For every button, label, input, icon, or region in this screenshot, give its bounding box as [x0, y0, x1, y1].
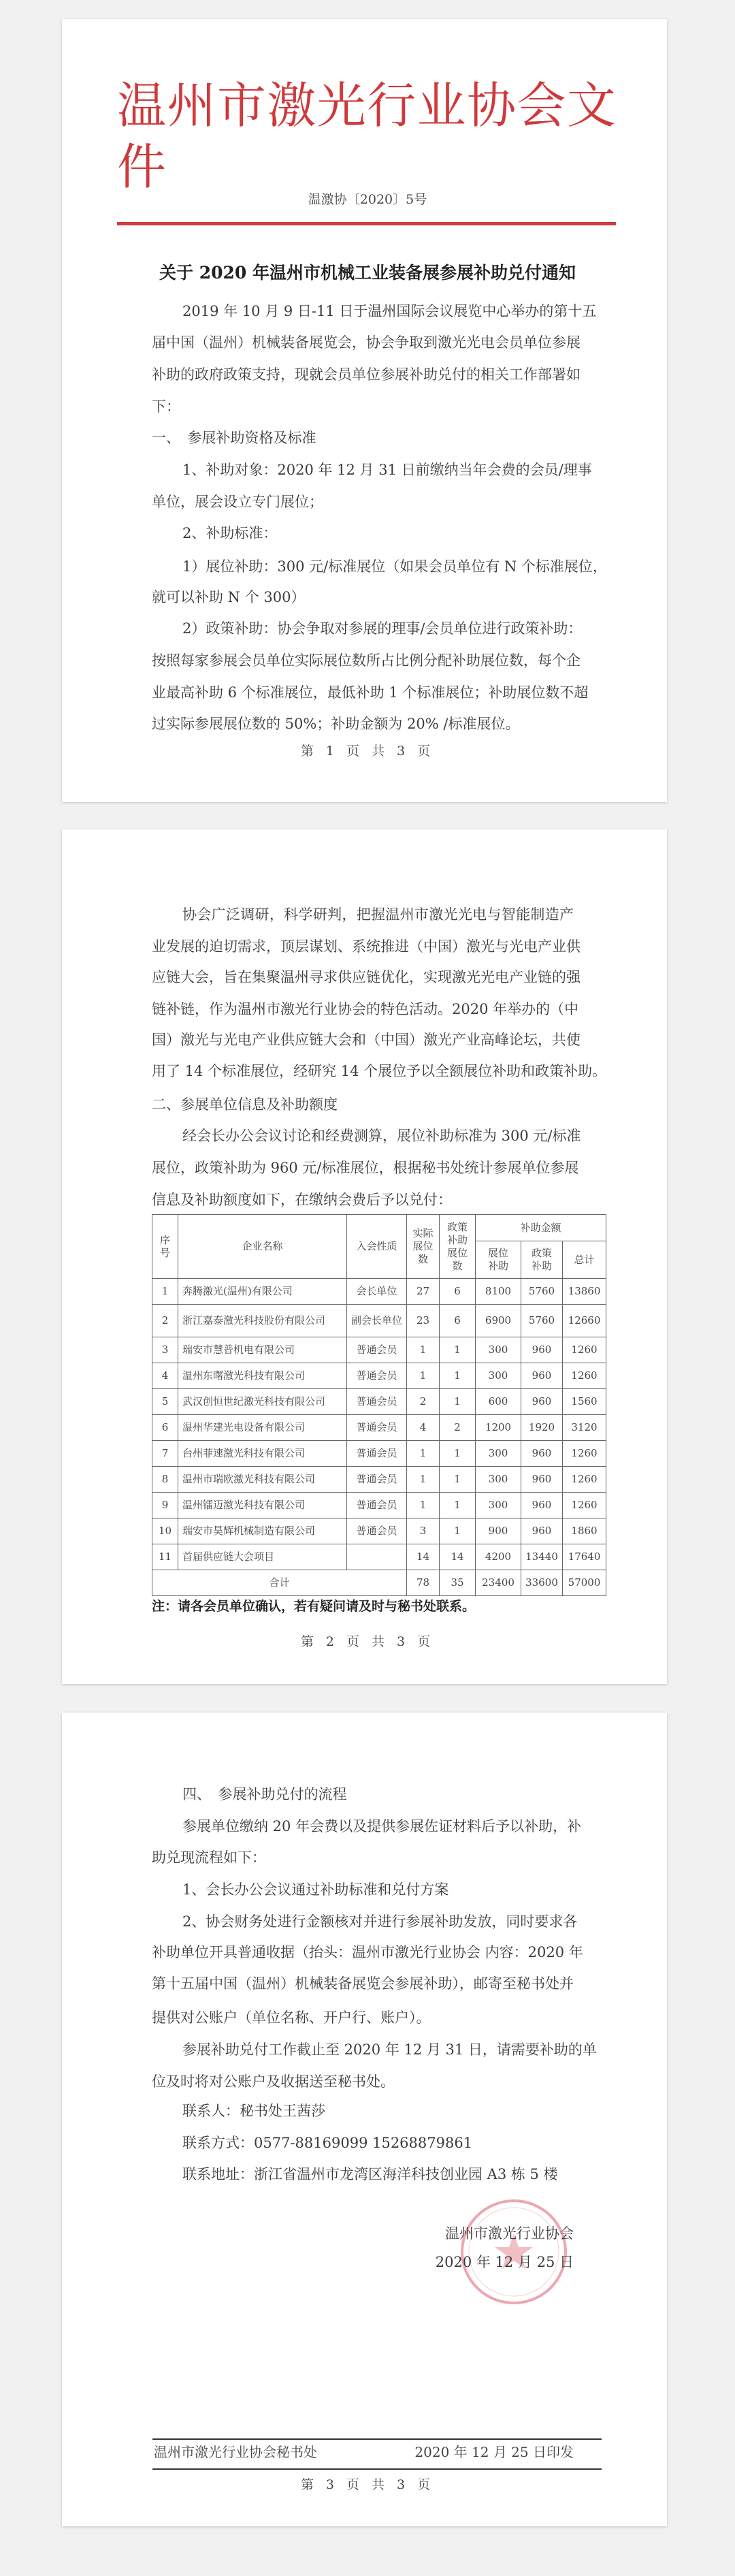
subsidy-table [152, 1214, 606, 1596]
table-note: 注：请各会员单位确认，若有疑问请及时与秘书处联系。 [152, 1599, 476, 1614]
membership-type: 普通会员 [347, 1415, 407, 1441]
body-line: 2019 年 10 月 9 日-11 日于温州国际会议展览中心举办的第十五 [182, 303, 597, 319]
membership-type: 普通会员 [347, 1493, 407, 1518]
row-total: 1260 [563, 1337, 606, 1363]
booth-subsidy: 8100 [476, 1279, 521, 1305]
body-line: 参展补助兑付工作截止至 2020 年 12 月 31 日，请需要补助的单 [182, 2041, 597, 2058]
header-total: 总计 [563, 1241, 606, 1279]
header-policy-subsidy: 政策补助 [521, 1241, 563, 1279]
company-name: 瑞安市慧普机电有限公司 [178, 1337, 347, 1363]
table-row [152, 1415, 606, 1441]
booth-subsidy: 900 [476, 1518, 521, 1544]
footer-issuer: 温州市激光行业协会秘书处 [154, 2444, 317, 2460]
policy-subsidy: 960 [521, 1467, 563, 1493]
table-row [152, 1441, 606, 1467]
company-name: 温州华建光电设备有限公司 [178, 1415, 347, 1441]
body-line: 展位，政策补助为 960 元/标准展位，根据秘书处统计参展单位参展 [152, 1160, 579, 1176]
row-total: 1560 [563, 1389, 606, 1415]
row-total: 1860 [563, 1518, 606, 1544]
body-line: 国）激光与光电产业供应链大会和（中国）激光产业高峰论坛，共使 [152, 1032, 581, 1048]
row-total: 1260 [563, 1441, 606, 1467]
signature-org: 温州市激光行业协会 [445, 2225, 574, 2242]
body-line: 信息及补助额度如下，在缴纳会费后予以兑付： [152, 1192, 452, 1208]
body-line: 提供对公账户（单位名称、开户行、账户）。 [152, 2009, 431, 2026]
row-total: 1260 [563, 1493, 606, 1518]
body-line: 业发展的迫切需求，顶层谋划、系统推进（中国）激光与光电产业供 [152, 938, 581, 955]
header-actual-booths: 实际展位数 [407, 1215, 440, 1279]
body-line: 就可以补助 N 个 300） [152, 589, 306, 605]
row-total: 17640 [563, 1544, 606, 1570]
header-no: 序号 [152, 1215, 178, 1279]
table-row [152, 1518, 606, 1544]
company-name: 首届供应链大会项目 [178, 1544, 347, 1570]
policy-subsidy: 960 [521, 1518, 563, 1544]
notice-heading: 关于 2020 年温州市机械工业装备展参展补助兑付通知 [159, 263, 576, 283]
row-no: 7 [152, 1441, 178, 1467]
booth-subsidy: 300 [476, 1337, 521, 1363]
row-total: 3120 [563, 1415, 606, 1441]
header-policy-booths: 政策补助展位数 [440, 1215, 476, 1279]
actual-booths: 1 [407, 1441, 440, 1467]
row-no: 3 [152, 1337, 178, 1363]
table-section [0, 1214, 735, 1651]
membership-type: 普通会员 [347, 1467, 407, 1493]
body-line: 1）展位补助：300 元/标准展位（如果会员单位有 N 个标准展位， [182, 558, 607, 575]
row-no: 10 [152, 1518, 178, 1544]
body-line: 协会广泛调研，科学研判，把握温州市激光光电与智能制造产 [182, 906, 574, 923]
table-row [152, 1467, 606, 1493]
booth-subsidy: 300 [476, 1363, 521, 1389]
body-line: 2）政策补助：协会争取对参展的理事/会员单位进行政策补助： [182, 620, 583, 637]
booth-subsidy: 300 [476, 1441, 521, 1467]
membership-type: 普通会员 [347, 1518, 407, 1544]
policy-subsidy: 960 [521, 1441, 563, 1467]
policy-booths: 1 [440, 1441, 476, 1467]
actual-booths: 1 [407, 1467, 440, 1493]
page-number: 第 1 页 共 3 页 [300, 744, 435, 759]
body-line: 过实际参展展位数的 50%；补助金额为 20% /标准展位。 [152, 716, 520, 732]
table-row [152, 1279, 606, 1305]
contact-phone: 联系方式：0577-88169099 15268879861 [182, 2135, 473, 2151]
membership-type: 普通会员 [347, 1389, 407, 1415]
body-line: 参展单位缴纳 20 年会费以及提供参展佐证材料后予以补助，补 [182, 1818, 582, 1834]
row-total: 1260 [563, 1467, 606, 1493]
policy-booths: 14 [440, 1544, 476, 1570]
header-subsidy-amount: 补助金额 [476, 1215, 606, 1241]
total-actual: 78 [407, 1570, 440, 1596]
org-document-title: 温州市激光行业协会文件 [117, 77, 616, 195]
policy-booths: 6 [440, 1305, 476, 1337]
policy-booths: 1 [440, 1493, 476, 1518]
company-name: 瑞安市昊辉机械制造有限公司 [178, 1518, 347, 1544]
signature-date: 2020 年 12 月 25 日 [435, 2254, 574, 2270]
policy-subsidy: 960 [521, 1389, 563, 1415]
booth-subsidy: 300 [476, 1467, 521, 1493]
body-line: 2、补助标准： [182, 525, 278, 541]
company-name: 浙江嘉泰激光科技股份有限公司 [178, 1305, 347, 1337]
body-line: 补助的政府政策支持，现就会员单位参展补助兑付的相关工作部署如 [152, 366, 581, 383]
policy-subsidy: 13440 [521, 1544, 563, 1570]
body-line: 经会长办公会议讨论和经费测算，展位补助标准为 300 元/标准 [182, 1128, 581, 1144]
header-company-name: 企业名称 [178, 1215, 347, 1279]
footer-bottom-rule [152, 2468, 602, 2470]
row-total: 12660 [563, 1305, 606, 1337]
row-no: 9 [152, 1493, 178, 1518]
actual-booths: 23 [407, 1305, 440, 1337]
policy-subsidy: 5760 [521, 1305, 563, 1337]
membership-type: 普通会员 [347, 1441, 407, 1467]
policy-subsidy: 5760 [521, 1279, 563, 1305]
company-name: 温州镭迈激光科技有限公司 [178, 1493, 347, 1518]
body-line: 下： [152, 398, 180, 415]
contact-address: 联系地址：浙江省温州市龙湾区海洋科技创业园 A3 栋 5 楼 [182, 2166, 558, 2182]
body-line: 届中国（温州）机械装备展览会，协会争取到激光光电会员单位参展 [152, 334, 581, 351]
actual-booths: 1 [407, 1337, 440, 1363]
booth-subsidy: 6900 [476, 1305, 521, 1337]
body-line: 按照每家参展会员单位实际展位数所占比例分配补助展位数，每个企 [152, 652, 581, 669]
body-line: 应链大会，旨在集聚温州寻求供应链优化，实现激光光电产业链的强 [152, 969, 581, 985]
row-no: 4 [152, 1363, 178, 1389]
policy-booths: 1 [440, 1363, 476, 1389]
section-heading: 一、 参展补助资格及标准 [152, 430, 316, 446]
actual-booths: 1 [407, 1493, 440, 1518]
booth-subsidy: 600 [476, 1389, 521, 1415]
actual-booths: 3 [407, 1518, 440, 1544]
table-row [152, 1305, 606, 1337]
page-number: 第 3 页 共 3 页 [300, 2477, 435, 2492]
membership-type: 会长单位 [347, 1279, 407, 1305]
body-line: 助兑现流程如下： [152, 1849, 266, 1866]
total-row [152, 1570, 606, 1596]
table-row [152, 1493, 606, 1518]
body-line: 业最高补助 6 个标准展位，最低补助 1 个标准展位；补助展位数不超 [152, 684, 589, 701]
company-name: 温州市瑞欧激光科技有限公司 [178, 1467, 347, 1493]
policy-booths: 1 [440, 1337, 476, 1363]
actual-booths: 1 [407, 1363, 440, 1389]
membership-type: 普通会员 [347, 1363, 407, 1389]
total-label: 合计 [152, 1570, 407, 1596]
policy-booths: 1 [440, 1467, 476, 1493]
policy-booths: 1 [440, 1389, 476, 1415]
red-divider [117, 222, 616, 225]
total-booth-amount: 23400 [476, 1570, 521, 1596]
row-total: 13860 [563, 1279, 606, 1305]
actual-booths: 27 [407, 1279, 440, 1305]
actual-booths: 4 [407, 1415, 440, 1441]
policy-booths: 6 [440, 1279, 476, 1305]
section-heading: 四、 参展补助兑付的流程 [182, 1786, 347, 1802]
row-no: 11 [152, 1544, 178, 1570]
booth-subsidy: 300 [476, 1493, 521, 1518]
company-name: 台州菲速激光科技有限公司 [178, 1441, 347, 1467]
policy-subsidy: 960 [521, 1363, 563, 1389]
body-line: 链补链，作为温州市激光行业协会的特色活动。2020 年举办的（中 [152, 1001, 579, 1017]
row-no: 2 [152, 1305, 178, 1337]
section-heading: 二、参展单位信息及补助额度 [152, 1096, 338, 1113]
body-line: 1、补助对象：2020 年 12 月 31 日前缴纳当年会费的会员/理事 [182, 462, 592, 478]
membership-type: 副会长单位 [347, 1305, 407, 1337]
company-name: 奔腾激光(温州)有限公司 [178, 1279, 347, 1305]
company-name: 温州东曙激光科技有限公司 [178, 1363, 347, 1389]
actual-booths: 2 [407, 1389, 440, 1415]
membership-type: 普通会员 [347, 1337, 407, 1363]
policy-subsidy: 960 [521, 1493, 563, 1518]
table-row [152, 1337, 606, 1363]
body-line: 2、协会财务处进行金额核对并进行参展补助发放，同时要求各 [182, 1913, 578, 1930]
total-policy: 35 [440, 1570, 476, 1596]
booth-subsidy: 4200 [476, 1544, 521, 1570]
body-line: 补助单位开具普通收据（抬头：温州市激光行业协会 内容：2020 年 [152, 1944, 583, 1960]
header-membership: 入会性质 [347, 1215, 407, 1279]
page-number: 第 2 页 共 3 页 [300, 1634, 435, 1649]
booth-subsidy: 1200 [476, 1415, 521, 1441]
row-no: 5 [152, 1389, 178, 1415]
row-no: 6 [152, 1415, 178, 1441]
table-row [152, 1544, 606, 1570]
table-row [152, 1363, 606, 1389]
body-line: 1、会长办公会议通过补助标准和兑付方案 [182, 1881, 449, 1898]
actual-booths: 14 [407, 1544, 440, 1570]
footer-issue-date: 2020 年 12 月 25 日印发 [414, 2444, 574, 2460]
row-total: 1260 [563, 1363, 606, 1389]
company-name: 武汉创恒世纪激光科技有限公司 [178, 1389, 347, 1415]
contact-person: 联系人：秘书处王茜莎 [182, 2103, 325, 2119]
total-sum: 57000 [563, 1570, 606, 1596]
body-line: 用了 14 个标准展位，经研究 14 个展位予以全额展位补助和政策补助。 [152, 1063, 607, 1079]
membership-type [347, 1544, 407, 1570]
body-line: 位及时将对公账户及收据送至秘书处。 [152, 2073, 395, 2090]
row-no: 8 [152, 1467, 178, 1493]
table-row [152, 1389, 606, 1415]
policy-booths: 1 [440, 1518, 476, 1544]
header-booth-subsidy: 展位补助 [476, 1241, 521, 1279]
policy-subsidy: 960 [521, 1337, 563, 1363]
row-no: 1 [152, 1279, 178, 1305]
body-line: 单位，展会设立专门展位； [152, 494, 323, 510]
policy-booths: 2 [440, 1415, 476, 1441]
footer-top-rule [152, 2438, 602, 2440]
document-number: 温激协〔2020〕5号 [308, 192, 427, 207]
body-line: 第十五届中国（温州）机械装备展览会参展补助），邮寄至秘书处并 [152, 1975, 574, 1992]
total-policy-amount: 33600 [521, 1570, 563, 1596]
policy-subsidy: 1920 [521, 1415, 563, 1441]
